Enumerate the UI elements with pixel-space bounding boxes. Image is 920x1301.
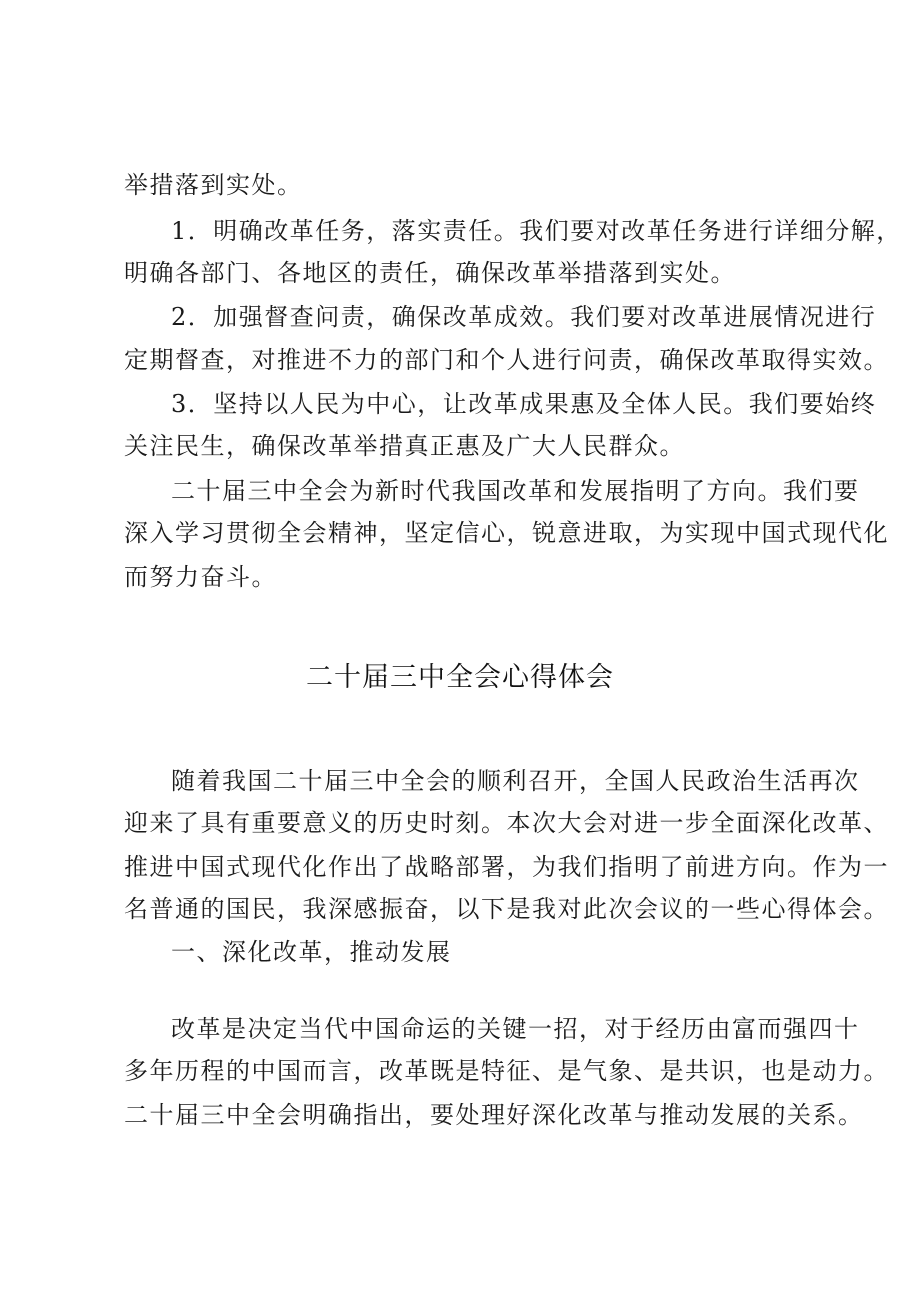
paragraph-line: 推进中国式现代化作出了战略部署，为我们指明了前进方向。作为一 [124, 853, 889, 881]
subheading: 一、深化改革，推动发展 [171, 938, 452, 966]
paragraph-line: 深入学习贯彻全会精神，坚定信心，锐意进取，为实现中国式现代化 [124, 519, 889, 547]
list-item-2-line: 2．加强督查问责，确保改革成效。我们要对改革进展情况进行 [171, 303, 877, 331]
paragraph-line: 名普通的国民，我深感振奋，以下是我对此次会议的一些心得体会。 [124, 895, 889, 923]
paragraph-line: 迎来了具有重要意义的历史时刻。本次大会对进一步全面深化改革、 [124, 809, 889, 837]
paragraph-line: 随着我国二十届三中全会的顺利召开，全国人民政治生活再次 [171, 767, 860, 795]
paragraph-line: 二十届三中全会明确指出，要处理好深化改革与推动发展的关系。 [124, 1101, 864, 1129]
paragraph-line: 多年历程的中国而言，改革既是特征、是气象、是共识，也是动力。 [124, 1057, 889, 1085]
list-item-3-line: 关注民生，确保改革举措真正惠及广大人民群众。 [124, 432, 685, 460]
section-title: 二十届三中全会心得体会 [306, 662, 614, 693]
paragraph-line: 举措落到实处。 [124, 171, 303, 199]
list-item-1-line: 明确各部门、各地区的责任，确保改革举措落到实处。 [124, 259, 736, 287]
list-item-3-line: 3．坚持以人民为中心，让改革成果惠及全体人民。我们要始终 [171, 390, 877, 418]
paragraph-line: 二十届三中全会为新时代我国改革和发展指明了方向。我们要 [171, 477, 860, 505]
list-item-2-line: 定期督查，对推进不力的部门和个人进行问责，确保改革取得实效。 [124, 346, 889, 374]
paragraph-line: 而努力奋斗。 [124, 563, 277, 591]
paragraph-line: 改革是决定当代中国命运的关键一招，对于经历由富而强四十 [171, 1015, 860, 1043]
list-item-1-line: 1．明确改革任务，落实责任。我们要对改革任务进行详细分解， [171, 217, 902, 245]
